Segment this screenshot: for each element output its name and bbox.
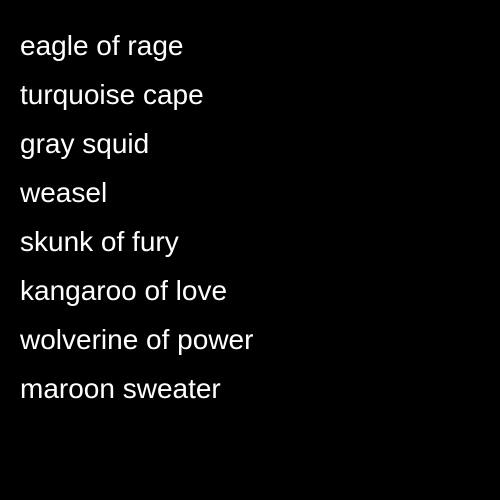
list-item: kangaroo of love [20, 275, 228, 306]
list-item: turquoise cape [20, 79, 204, 110]
list-item: maroon sweater [20, 373, 221, 404]
word-list [20, 21, 253, 413]
list-item: eagle of rage [20, 30, 184, 61]
list-item: skunk of fury [20, 226, 179, 257]
list-item: gray squid [20, 128, 150, 159]
list-item: wolverine of power [20, 324, 254, 355]
list-item: weasel [20, 177, 108, 208]
